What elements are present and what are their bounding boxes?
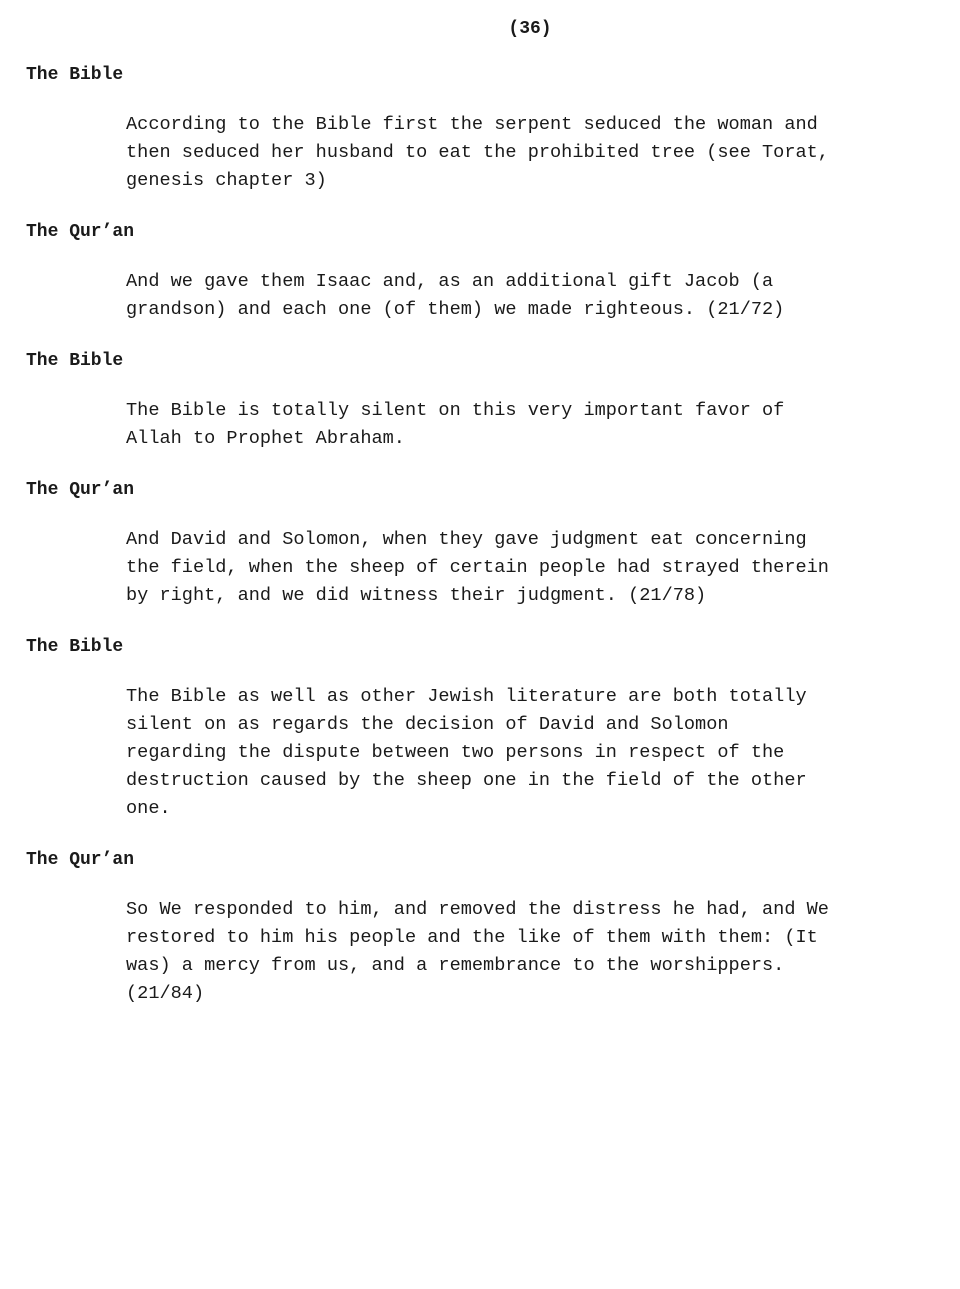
- paragraph-line: silent on as regards the decision of David and Solomon: [126, 714, 729, 735]
- section-paragraph: [126, 397, 946, 453]
- paragraph-line: by right, and we did witness their judgment. (21/78): [126, 585, 707, 606]
- section-paragraph: [126, 268, 946, 324]
- section-heading: The Bible: [26, 637, 124, 657]
- section-heading: The Bible: [26, 65, 124, 85]
- paragraph-line: And David and Solomon, when they gave judgment eat concerning: [126, 529, 807, 550]
- section-paragraph: [126, 896, 946, 1008]
- section-heading: The Qur’an: [26, 850, 135, 870]
- section-bible-1: [26, 64, 946, 195]
- paragraph-line: then seduced her husband to eat the prohibited tree (see Torat,: [126, 142, 829, 163]
- section-quran-3: [26, 849, 946, 1008]
- paragraph-line: The Bible as well as other Jewish literature are both totally: [126, 686, 807, 707]
- paragraph-line: was) a mercy from us, and a remembrance to the worshippers.: [126, 955, 785, 976]
- paragraph-line: The Bible is totally silent on this very important favor of: [126, 400, 785, 421]
- section-paragraph: [126, 111, 946, 195]
- section-paragraph: [126, 683, 946, 823]
- section-heading: The Bible: [26, 351, 124, 371]
- section-bible-2: [26, 350, 946, 453]
- paragraph-line: And we gave them Isaac and, as an additional gift Jacob (a: [126, 271, 774, 292]
- section-bible-3: [26, 636, 946, 823]
- paragraph-line: So We responded to him, and removed the distress he had, and We: [126, 899, 829, 920]
- section-heading: The Qur’an: [26, 222, 135, 242]
- section-quran-2: [26, 479, 946, 610]
- page-number: (36): [508, 19, 552, 39]
- paragraph-line: destruction caused by the sheep one in the field of the other: [126, 770, 807, 791]
- section-paragraph: [126, 526, 946, 610]
- paragraph-line: restored to him his people and the like of them with them: (It: [126, 927, 818, 948]
- paragraph-line: one.: [126, 798, 171, 819]
- paragraph-line: regarding the dispute between two persons in respect of the: [126, 742, 785, 763]
- paragraph-line: Allah to Prophet Abraham.: [126, 428, 405, 449]
- paragraph-line: grandson) and each one (of them) we made righteous. (21/72): [126, 299, 785, 320]
- document-body: [26, 64, 946, 1034]
- paragraph-line: the field, when the sheep of certain people had strayed therein: [126, 557, 829, 578]
- paragraph-line: (21/84): [126, 983, 205, 1004]
- paragraph-line: genesis chapter 3): [126, 170, 327, 191]
- section-heading: The Qur’an: [26, 480, 135, 500]
- paragraph-line: According to the Bible first the serpent seduced the woman and: [126, 114, 818, 135]
- section-quran-1: [26, 221, 946, 324]
